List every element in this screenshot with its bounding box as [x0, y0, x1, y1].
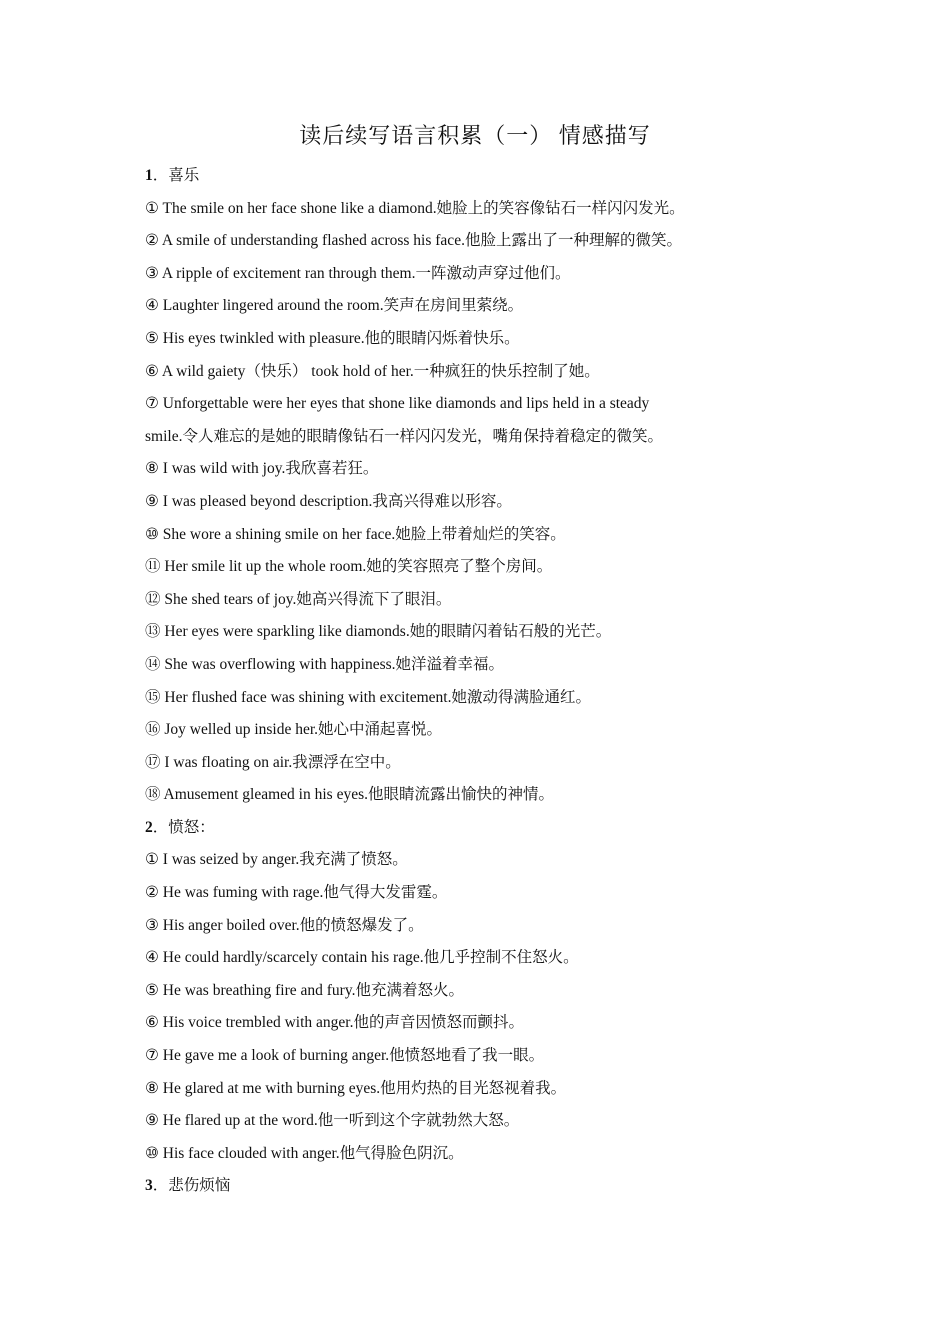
sentence-line: ⑦ Unforgettable were her eyes that shone like diamonds and lips held in a steady — [145, 395, 650, 413]
sentence-line: ⑫ She shed tears of joy.她高兴得流下了眼泪。 — [145, 590, 452, 608]
sentence-line: ① I was seized by anger.我充满了愤怒。 — [145, 851, 408, 869]
sentence-line: ② He was fuming with rage.他气得大发雷霆。 — [145, 884, 448, 902]
sentence-line: ③ His anger boiled over.他的愤怒爆发了。 — [145, 916, 424, 934]
section-heading-anger — [145, 812, 825, 845]
sentence-line-continued: smile.令人难忘的是她的眼睛像钻石一样闪闪发光，嘴角保持着稳定的微笑。 — [145, 427, 663, 445]
sentence-line: ⑮ Her flushed face was shining with excitement.她激动得满脸通红。 — [145, 688, 591, 706]
sentence-line: ⑯ Joy welled up inside her.她心中涌起喜悦。 — [145, 721, 443, 739]
sentence-line: ⑭ She was overflowing with happiness.她洋溢着幸福。 — [145, 655, 505, 673]
page-title: 读后续写语言积累（一） 情感描写 — [299, 123, 651, 148]
section-title: 愤怒： — [168, 818, 215, 836]
sentence-line: ⑨ I was pleased beyond description.我高兴得难以形容。 — [145, 492, 512, 510]
section-number: 3 — [145, 1177, 153, 1195]
sentence-line: ⑩ She wore a shining smile on her face.她脸上带着灿烂的笑容。 — [145, 525, 566, 543]
sentence-line: ⑪ Her smile lit up the whole room.她的笑容照亮了整个房间。 — [145, 558, 553, 576]
sentence-line: ⑤ His eyes twinkled with pleasure.他的眼睛闪烁着快乐。 — [145, 329, 520, 347]
sentence-line: ① The smile on her face shone like a diamond.她脸上的笑容像钻石一样闪闪发光。 — [145, 199, 685, 217]
sentence-line: ⑤ He was breathing fire and fury.他充满着怒火。 — [145, 981, 464, 999]
sentence-line: ③ A ripple of excitement ran through them.一阵激动声穿过他们。 — [145, 264, 571, 282]
section-heading-joy — [145, 160, 825, 193]
sentence-line: ⑰ I was floating on air.我漂浮在空中。 — [145, 753, 401, 771]
sentence-line: ④ He could hardly/scarcely contain his rage.他几乎控制不住怒火。 — [145, 949, 579, 967]
section-number-separator: ． — [152, 167, 169, 184]
sentence-line: ⑨ He flared up at the word.他一听到这个字就勃然大怒。 — [145, 1112, 520, 1130]
sentence-line: ⑥ His voice trembled with anger.他的声音因愤怒而颤抖。 — [145, 1014, 524, 1032]
section-title: 悲伤烦恼 — [168, 1177, 231, 1195]
sentence-line: ⑥ A wild gaiety（快乐） took hold of her.一种疯狂的快乐控制了她。 — [145, 362, 600, 380]
sentence-line: ⑱ Amusement gleamed in his eyes.他眼睛流露出愉快的神情。 — [145, 786, 554, 804]
sentence-line: ② A smile of understanding flashed across his face.他脸上露出了一种理解的微笑。 — [145, 232, 682, 250]
document-body — [145, 160, 825, 1203]
section-number-separator: ． — [152, 818, 169, 836]
section-number: 1 — [145, 167, 153, 184]
sentence-line: ⑦ He gave me a look of burning anger.他愤怒地看了我一眼。 — [145, 1047, 545, 1065]
sentence-line: ⑩ His face clouded with anger.他气得脸色阴沉。 — [145, 1144, 464, 1162]
sentence-line: ⑬ Her eyes were sparkling like diamonds.她的眼睛闪着钻石般的光芒。 — [145, 623, 612, 641]
sentence-line: ④ Laughter lingered around the room.笑声在房间里萦绕。 — [145, 297, 524, 315]
section-number: 2 — [145, 818, 153, 836]
sentence-line: ⑧ I was wild with joy.我欣喜若狂。 — [145, 460, 379, 478]
sentence-line: ⑧ He glared at me with burning eyes.他用灼热的目光怒视着我。 — [145, 1079, 567, 1097]
section-number-separator: ． — [152, 1177, 169, 1195]
section-heading-sadness — [145, 1170, 825, 1203]
section-title: 喜乐 — [168, 167, 200, 184]
